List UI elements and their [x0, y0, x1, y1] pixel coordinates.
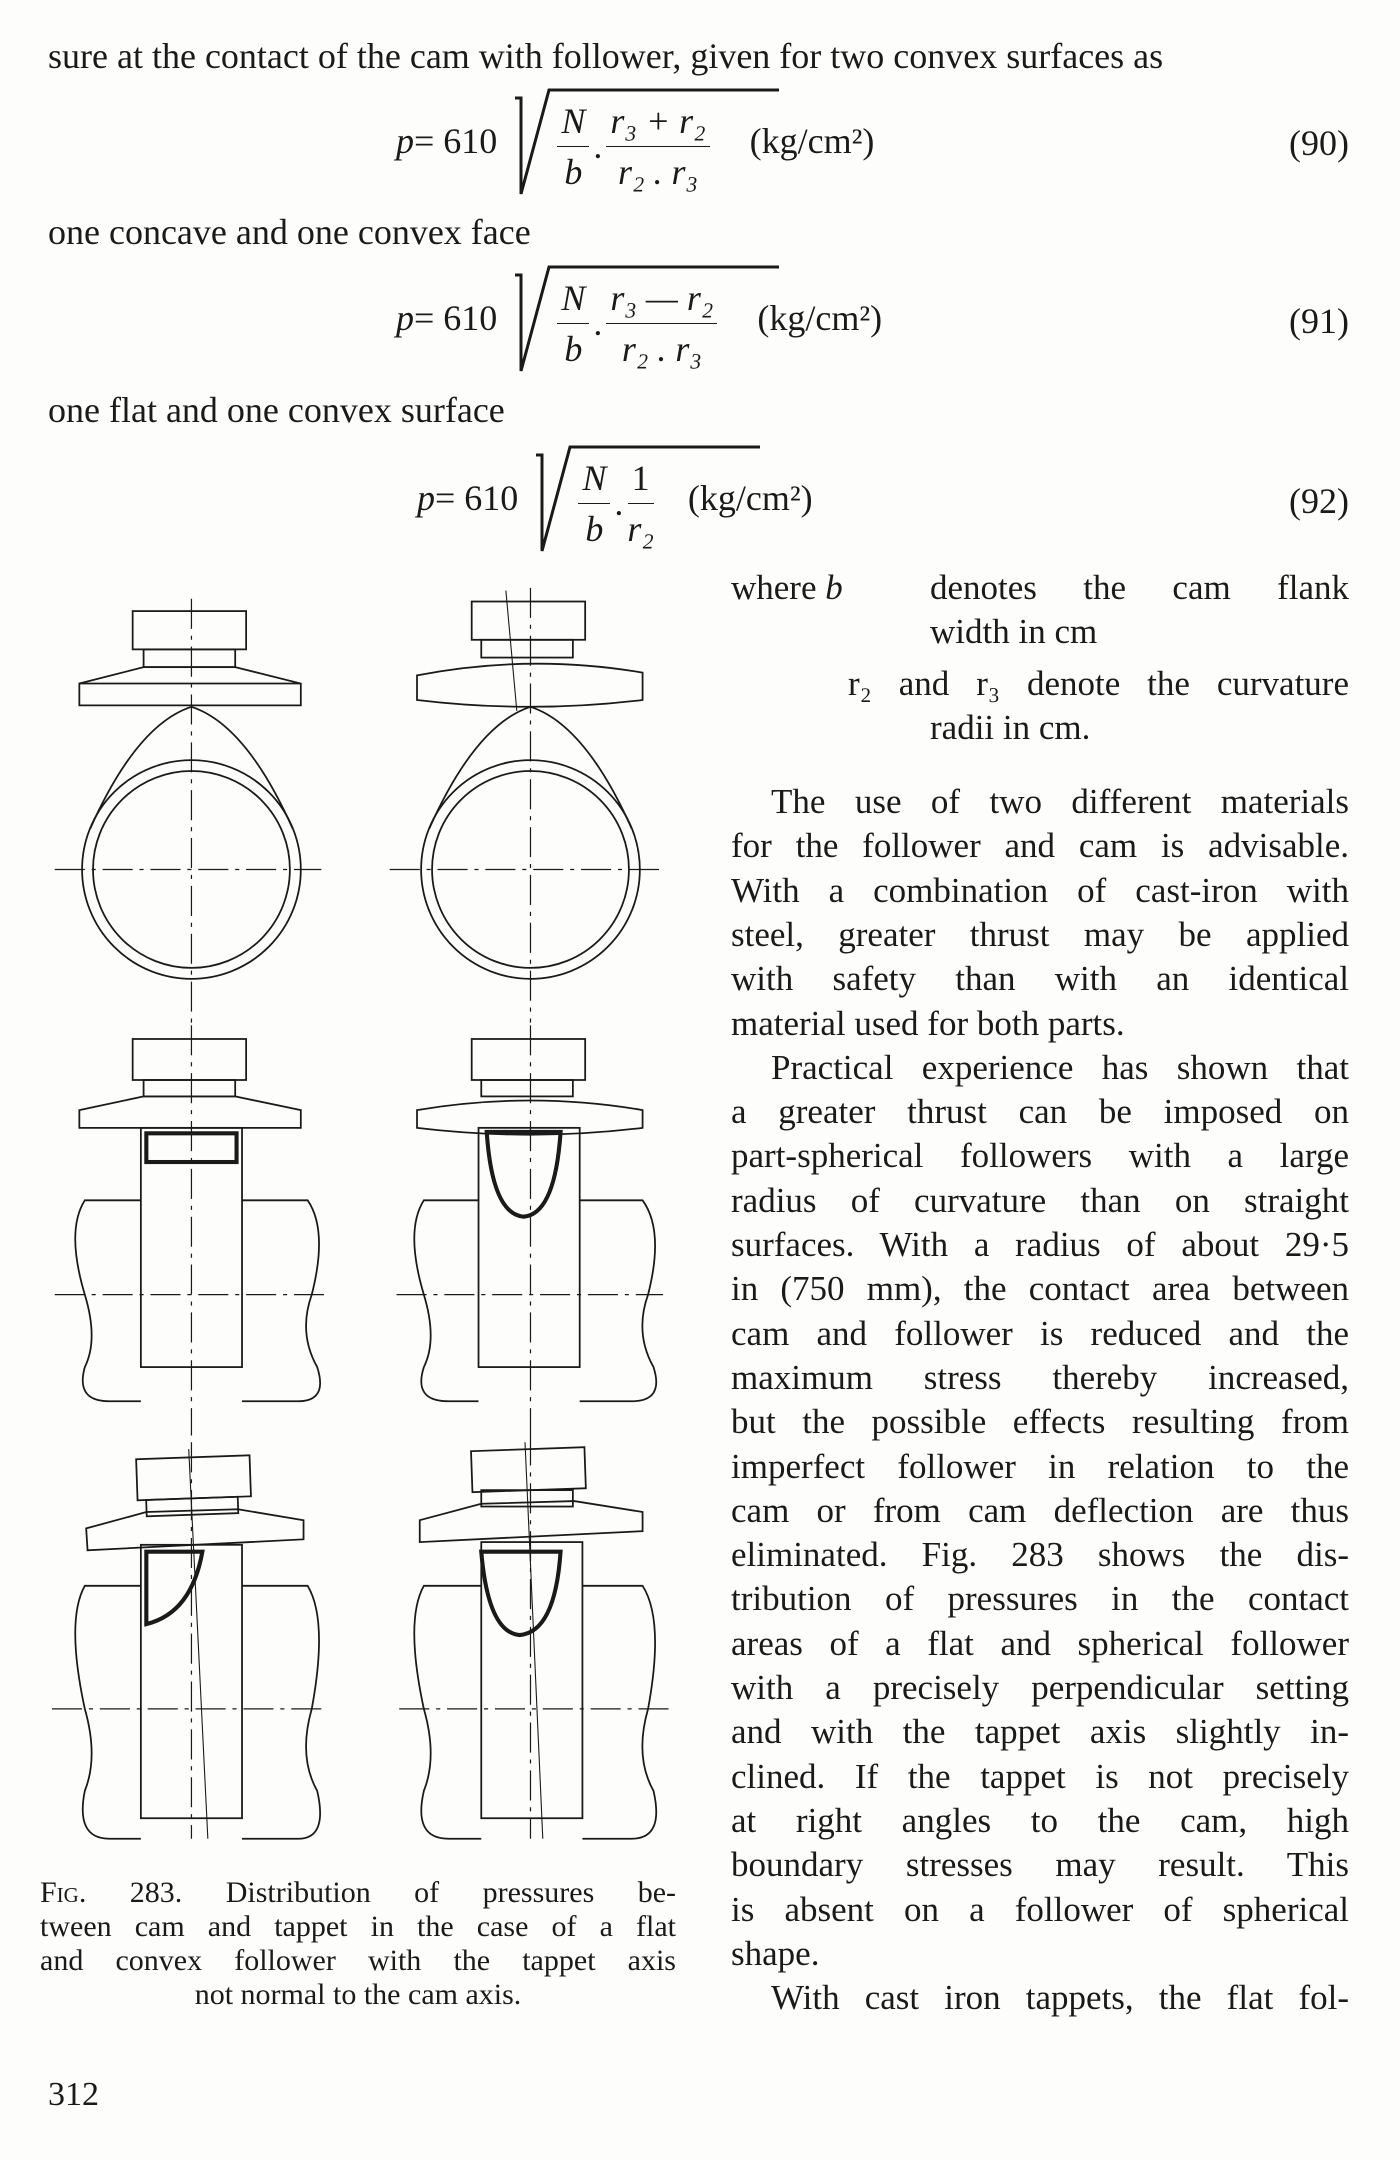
body-text-line: eliminated. Fig. 283 shows the dis-: [731, 1535, 1349, 1575]
figure-caption-line: and convex follower with the tappet axis: [40, 1944, 676, 1977]
body-text-line: part-spherical followers with a large: [731, 1136, 1349, 1176]
figure-caption-line: tween cam and tappet in the case of a flat: [40, 1910, 676, 1943]
tappet-flat-inclined: [52, 1442, 325, 1838]
figure-caption-line: not normal to the cam axis.: [194, 1978, 522, 2011]
body-text-line: boundary stresses may result. This: [731, 1845, 1349, 1885]
body-text-line: is absent on a follower of spherical: [731, 1889, 1349, 1929]
body-text-line: in (750 mm), the contact area between: [731, 1269, 1349, 1309]
body-text-line: tribution of pressures in the contact: [731, 1579, 1349, 1619]
body-text-line: Practical experience has shown that: [771, 1047, 1349, 1087]
radical: $\frac{N}{b}$ . $\frac{\text{r₃ + r₂}}{\text{r₂ . r₃}}$: [509, 90, 713, 193]
body-text-line: radius of curvature than on straight: [731, 1180, 1349, 1220]
body-text-line: areas of a flat and spherical follower: [731, 1623, 1349, 1663]
body-text-line: The use of two different materials: [771, 782, 1349, 821]
body-text-line: maximum stress thereby increased,: [731, 1357, 1349, 1397]
body-text-line: material used for both parts.: [731, 1003, 1125, 1043]
body-text-line: steel, greater thrust may be applied: [731, 914, 1349, 954]
body-text-line: and with the tappet axis slightly in-: [731, 1712, 1349, 1752]
body-text-line: but the possible effects resulting from: [731, 1402, 1349, 1442]
equation-91: p = 610 $\frac{N}{b}$ . $\frac{\text{r₃ — r₂}}{\text{r₂ . r₃}}$ (kg/cm²): [396, 263, 882, 373]
eq-const: = 610: [414, 121, 498, 161]
eq-units: (kg/cm²): [749, 121, 875, 161]
eq-lhs: p: [396, 121, 414, 161]
body-text-line: With cast iron tappets, the flat fol-: [771, 1978, 1349, 2018]
body-text-line: clined. If the tappet is not precisely: [731, 1756, 1349, 1796]
where-r-desc-2: radii in cm.: [930, 708, 1091, 747]
equation-number: (92): [1289, 481, 1349, 521]
eq-units: (kg/cm²): [687, 478, 813, 518]
case-concave: one concave and one convex face: [48, 212, 531, 252]
tappet-convex-perpendicular: [397, 1025, 664, 1435]
where-b-desc: denotes the cam flank: [930, 568, 1349, 607]
where-b-desc-2: width in cm: [930, 612, 1098, 651]
body-text-line: with safety than with an identical: [731, 959, 1349, 999]
where-r-desc: r₂ and r₃ denote the curvature: [848, 664, 1349, 703]
equation-number: (91): [1289, 301, 1349, 341]
radical: $\frac{N}{b}$ . $\frac{\text{r₃ — r₂}}{\text{r₂ . r₃}}$: [509, 267, 721, 370]
body-text-line: cam or from cam deflection are thus: [731, 1490, 1349, 1530]
equation-number: (90): [1289, 123, 1349, 163]
body-text-line: for the follower and cam is advisable.: [731, 826, 1349, 866]
cam-convex-follower: [390, 588, 663, 1023]
tappet-convex-inclined: [399, 1435, 670, 1838]
where-label: where b: [731, 568, 843, 607]
body-text-line: at right angles to the cam, high: [731, 1800, 1349, 1840]
case-flat: one flat and one convex surface: [48, 390, 505, 430]
figure-caption-line: Fig. 283. Distribution of pressures be-: [40, 1876, 676, 1909]
body-text-line: cam and follower is reduced and the: [731, 1313, 1349, 1353]
body-text-line: shape.: [731, 1933, 820, 1973]
eq-units: (kg/cm²): [757, 298, 883, 338]
tappet-flat-perpendicular: [55, 1025, 326, 1435]
intro-line: sure at the contact of the cam with follower, given for two convex surfaces as: [48, 36, 1164, 76]
body-text-line: surfaces. With a radius of about 29·5: [731, 1225, 1349, 1264]
page-number: 312: [48, 2076, 99, 2113]
radical: $\frac{N}{b}$ . $\frac{1}{\text{r₂}}$: [530, 447, 658, 550]
body-text-line: With a combination of cast-iron with: [731, 870, 1349, 910]
body-text-line: with a precisely perpendicular setting: [731, 1668, 1349, 1707]
equation-92: p = 610 $\frac{N}{b}$ . $\frac{1}{\text{r₂}}$ (kg/cm²): [417, 443, 813, 553]
body-text-line: imperfect follower in relation to the: [731, 1446, 1349, 1486]
cam-flat-follower: [55, 599, 322, 1023]
body-text-line: a greater thrust can be imposed on: [731, 1092, 1349, 1132]
